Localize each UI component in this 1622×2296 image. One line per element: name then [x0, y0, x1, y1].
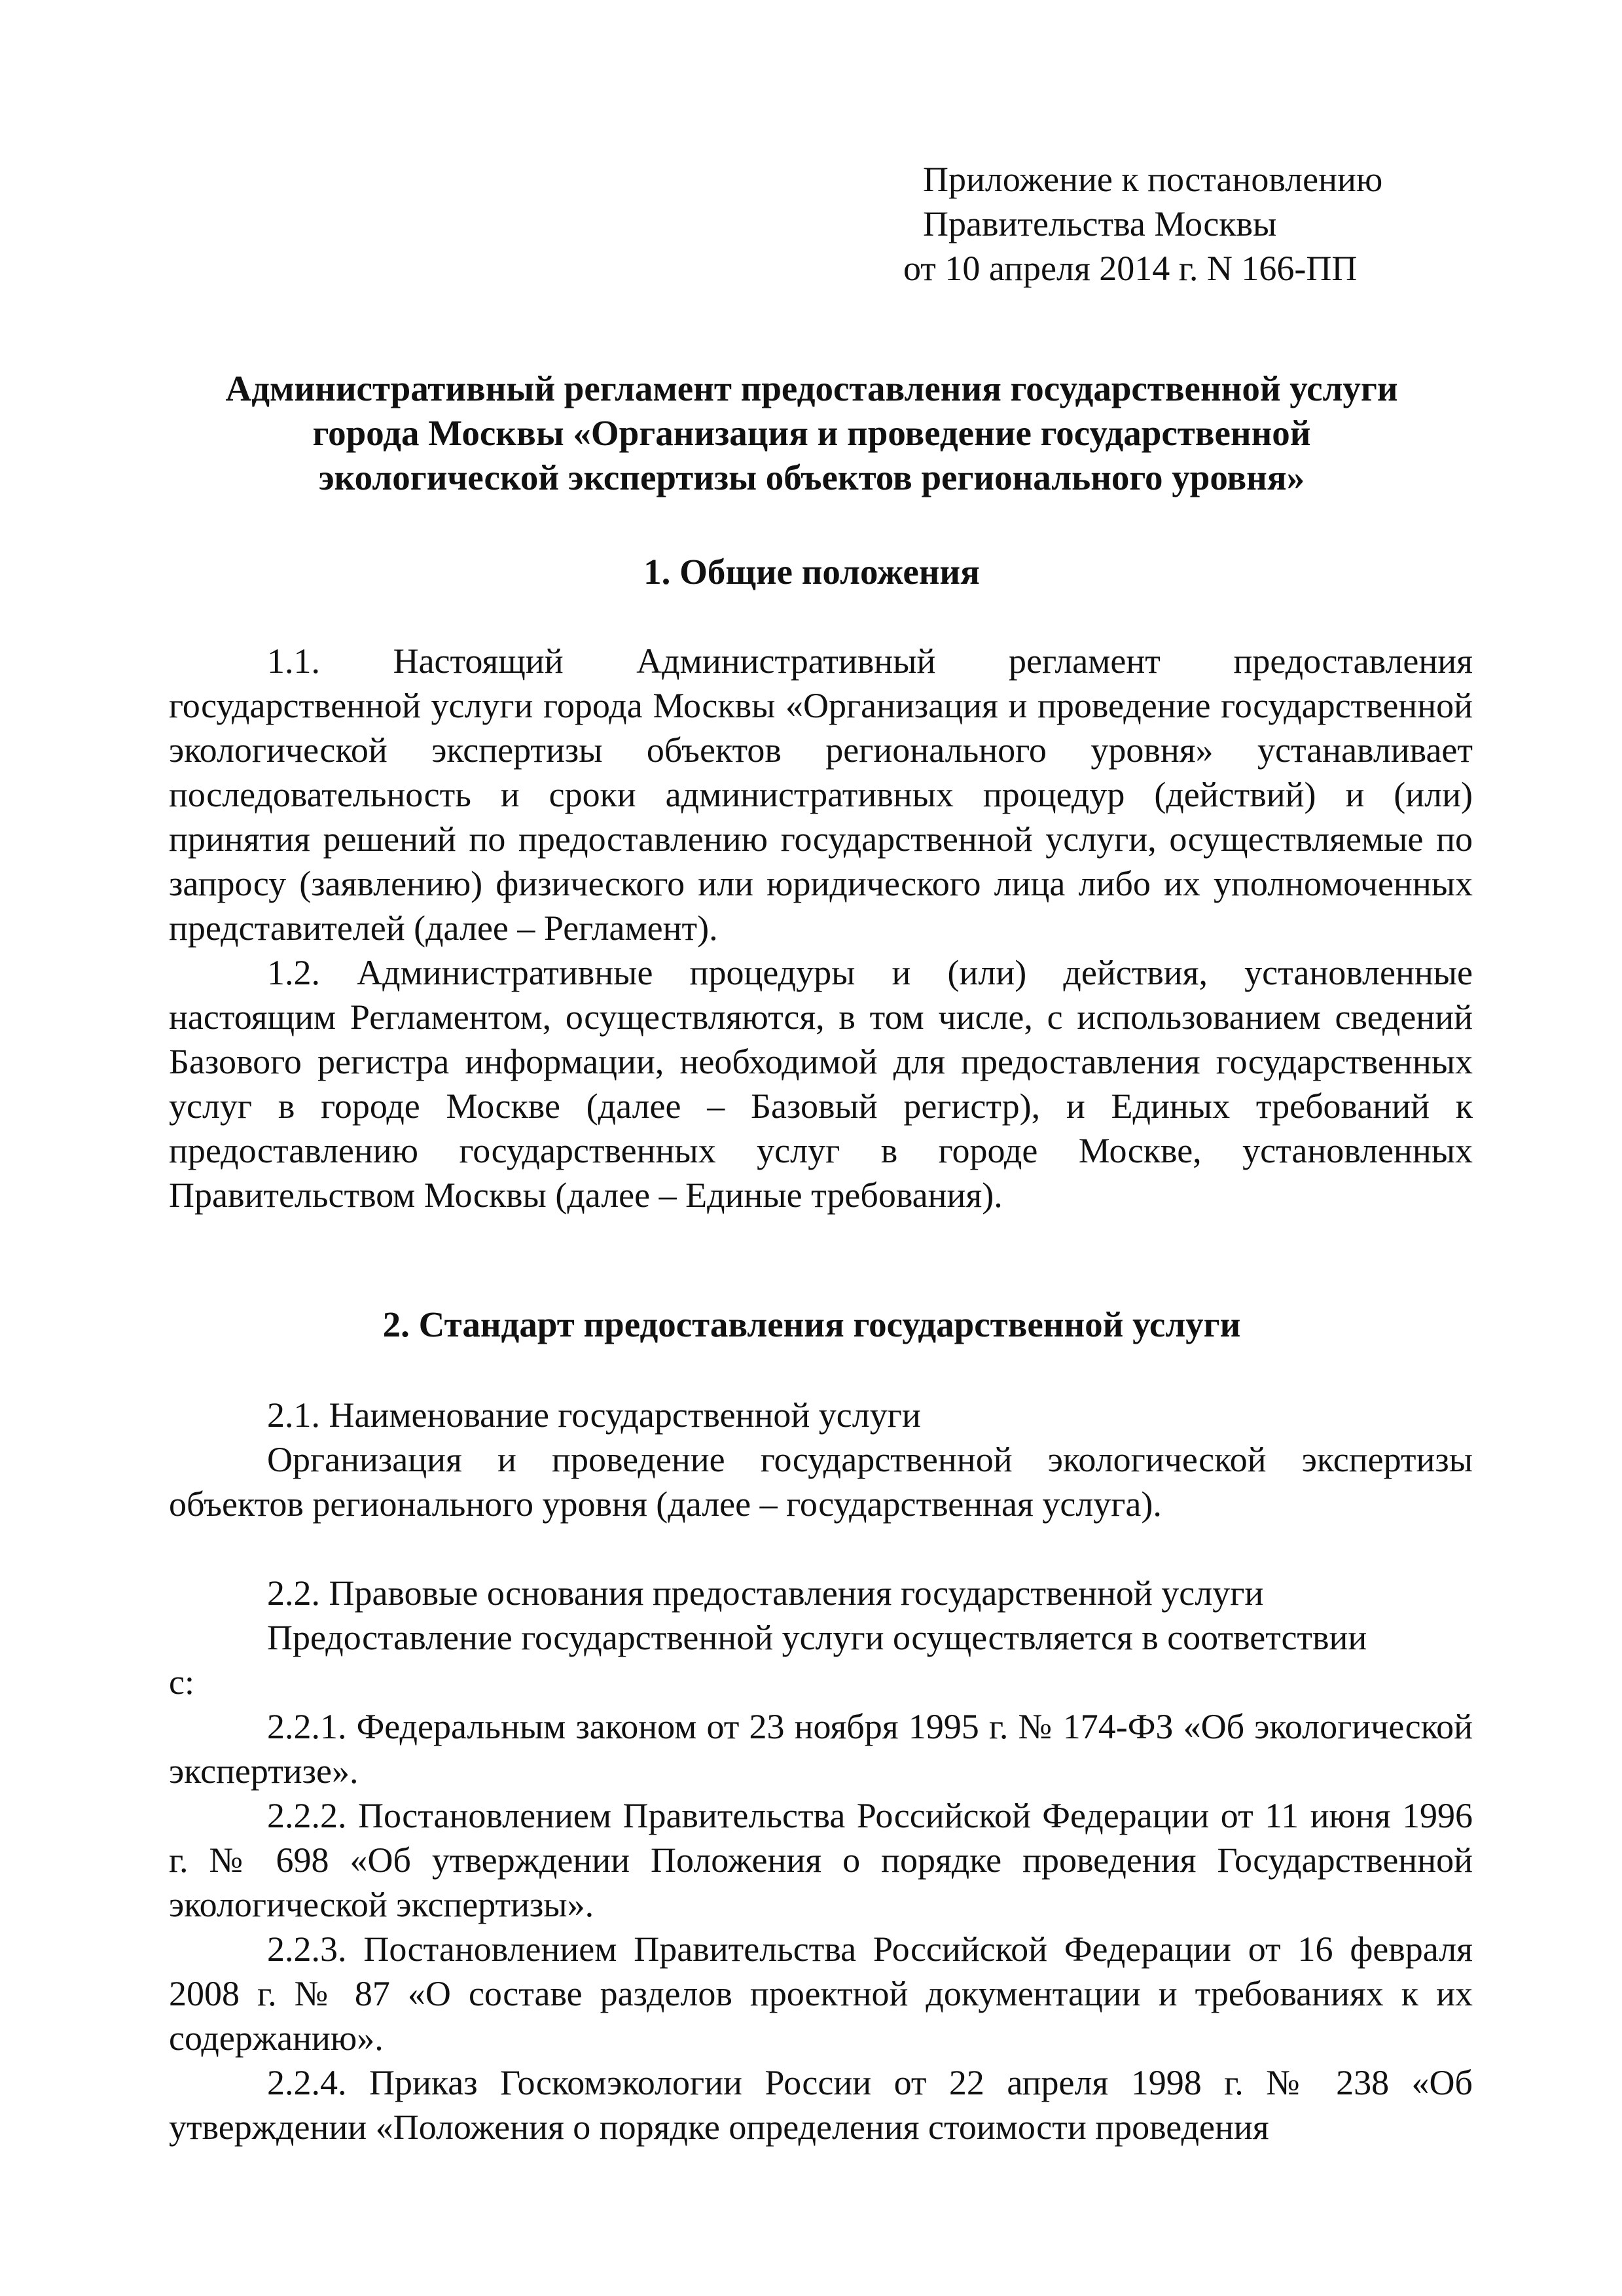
appendix-line-2: Правительства Москвы [923, 204, 1277, 243]
appendix-reference [903, 157, 1460, 291]
paragraph-2-1-text: Организация и проведение государственной экологической экспертизы объектов регионального уровня (далее – государственная услуга). [169, 1440, 1473, 1524]
section-1-heading: 1. Общие положения [643, 552, 980, 592]
title-line-1: Административный регламент предоставления государственной услуги [225, 368, 1398, 408]
paragraph-1-1: 1.1. Настоящий Административный регламент предоставления государственной услуги города Москвы «Организация и проведение государственной экологической экспертизы объектов регионального уровня» устанавливает последовательность и сроки административных процедур (действий) и (или) принятия решений по предоставлению государственной услуги, осуществляемые по запросу (заявлению) физического или юридического лица либо их уполномоченных представителей (далее – Регламент). [169, 641, 1473, 948]
section-2-heading: 2. Стандарт предоставления государственной услуги [382, 1304, 1241, 1344]
paragraph-2-2-4: 2.2.4. Приказ Госкомэкологии России от 22 апреля 1998 г. № 238 «Об утверждении «Положения о порядке определения стоимости проведения [169, 2063, 1473, 2147]
paragraph-1-2: 1.2. Административные процедуры и (или) действия, установленные настоящим Регламентом, осуществляются, в том числе, с использованием сведений Базового регистра информации, необходимой для предоставления государственных услуг в городе Москве (далее – Базовый регистр), и Единых требований к предоставлению государственных услуг в городе Москве, установленных Правительством Москвы (далее – Единые требования). [169, 953, 1473, 1215]
document-title [157, 367, 1466, 500]
paragraph-2-2-2: 2.2.2. Постановлением Правительства Российской Федерации от 11 июня 1996 г. № 698 «Об утверждении Положения о порядке проведения Государственной экологической экспертизы». [169, 1796, 1473, 1924]
appendix-line-3: от 10 апреля 2014 г. N 166-ПП [903, 249, 1358, 288]
title-line-3: экологической экспертизы объектов регионального уровня» [318, 457, 1305, 497]
title-line-2: города Москвы «Организация и проведение государственной [312, 413, 1311, 453]
appendix-line-1: Приложение к постановлению [923, 160, 1383, 199]
paragraph-2-2-3: 2.2.3. Постановлением Правительства Российской Федерации от 16 февраля 2008 г. № 87 «О составе разделов проектной документации и требованиях к их содержанию». [169, 1929, 1473, 2058]
section-2-body [169, 1393, 1473, 2149]
paragraph-2-2-continuation: с: [169, 1662, 194, 1702]
spacer [169, 1526, 1473, 1571]
paragraph-2-2-text: Предоставление государственной услуги осуществляется в соответствии [267, 1618, 1367, 1657]
paragraph-2-1-heading: 2.1. Наименование государственной услуги [267, 1395, 921, 1435]
paragraph-2-2-heading: 2.2. Правовые основания предоставления государственной услуги [267, 1573, 1264, 1613]
paragraph-2-2-1: 2.2.1. Федеральным законом от 23 ноября 1995 г. № 174-ФЗ «Об экологической экспертизе». [169, 1707, 1473, 1791]
section-1-body [169, 639, 1473, 1217]
